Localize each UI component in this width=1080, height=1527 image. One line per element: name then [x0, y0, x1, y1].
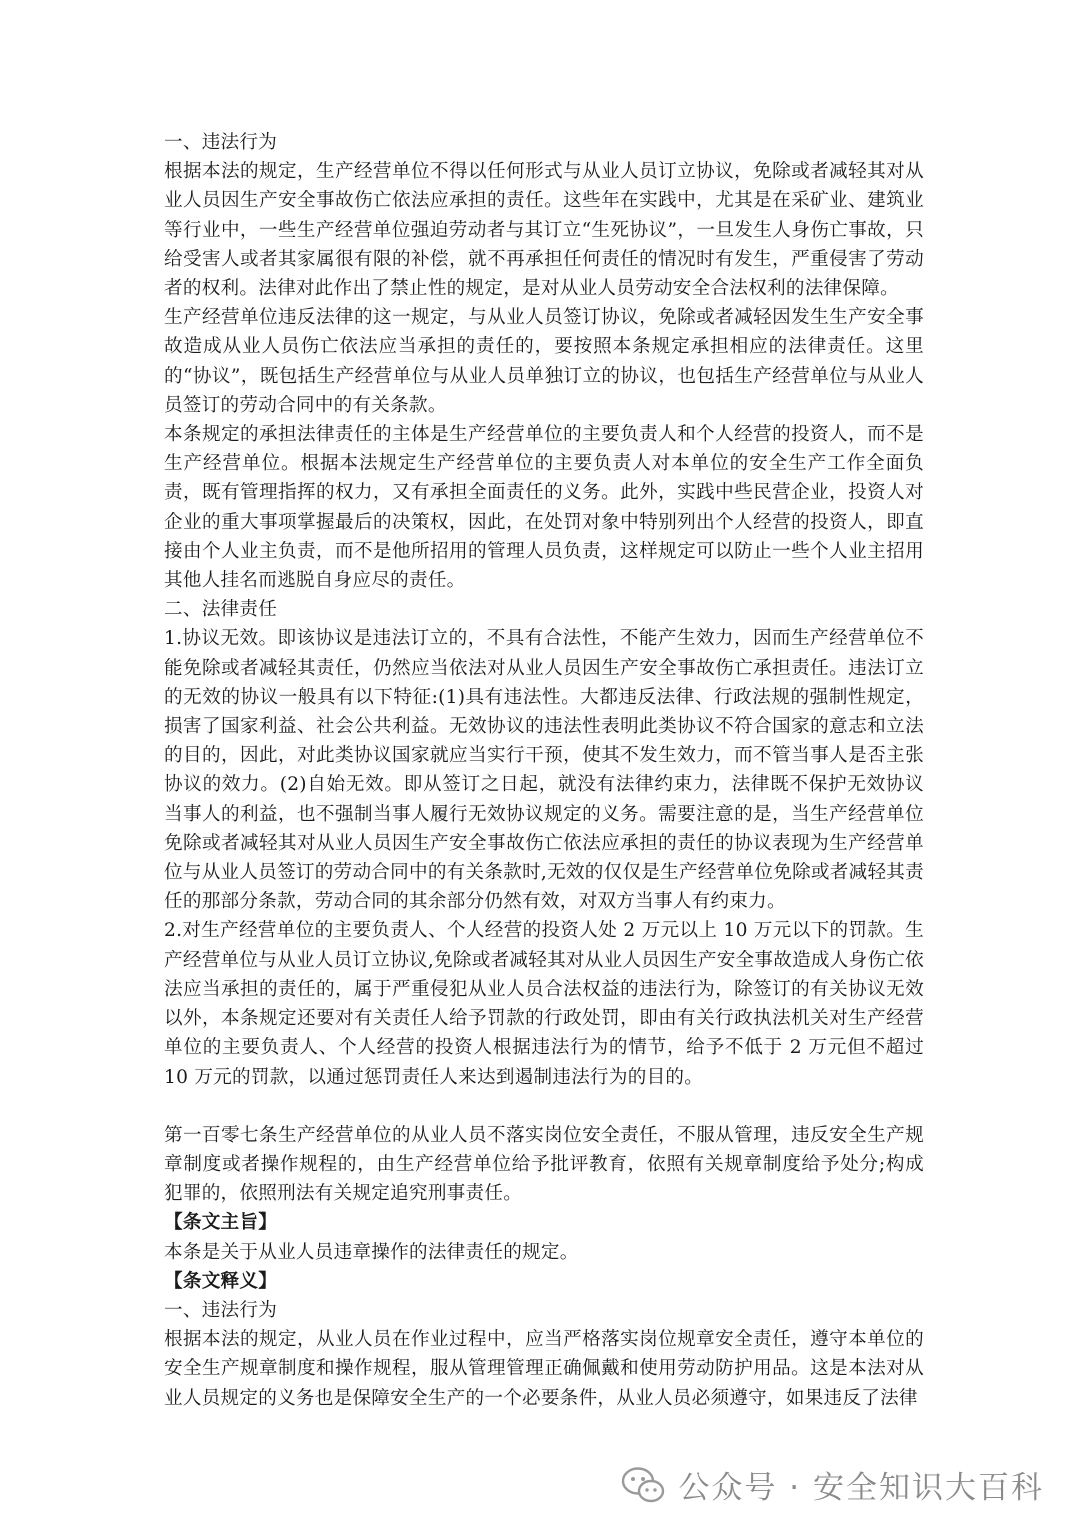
paragraph: 根据本法的规定，从业人员在作业过程中，应当严格落实岗位规章安全责任，遵守本单位的安全生产规章制度和操作规程，服从管理管理正确佩戴和使用劳动防护用品。这是本法对从业人员规定的义务也是保障安全生产的一个必要条件，从业人员必须遵守，如果违反了法律 — [164, 1329, 924, 1409]
bracket-heading: 【条文主旨】 — [164, 1212, 278, 1234]
section-heading: 一、违法行为 — [164, 1299, 278, 1321]
bracket-heading: 【条文释义】 — [164, 1270, 278, 1292]
watermark-text: 公众号 · 安全知识大百科 — [678, 1470, 1044, 1506]
document-body — [164, 128, 924, 1413]
section-gap — [164, 1092, 924, 1121]
paragraph: 本条规定的承担法律责任的主体是生产经营单位的主要负责人和个人经营的投资人，而不是生产经营单位。根据本法规定生产经营单位的主要负责人对本单位的安全生产工作全面负责，既有管理指挥的权力，又有承担全面责任的义务。此外，实践中些民营企业，投资人对企业的重大事项掌握最后的决策权，因此，在处罚对象中特别列出个人经营的投资人，即直接由个人业主负责，而不是他所招用的管理人员负责，这样规定可以防止一些个人业主招用其他人挂名而逃脱自身应尽的责任。 — [164, 424, 924, 592]
paragraph: 根据本法的规定，生产经营单位不得以任何形式与从业人员订立协议，免除或者减轻其对从业人员因生产安全事故伤亡依法应承担的责任。这些年在实践中，尤其是在采矿业、建筑业等行业中，一些生产经营单位强迫劳动者与其订立“生死协议”，一旦发生人身伤亡事故，只给受害人或者其家属很有限的补偿，就不再承担任何责任的情况时有发生，严重侵害了劳动者的权利。法律对此作出了禁止性的规定，是对从业人员劳动安全合法权利的法律保障。 — [164, 161, 924, 300]
paragraph: 本条是关于从业人员违章操作的法律责任的规定。 — [164, 1241, 579, 1263]
paragraph: 2.对生产经营单位的主要负责人、个人经营的投资人处 2 万元以上 10 万元以下的罚款。生产经营单位与从业人员订立协议,免除或者减轻其对从业人员因生产安全事故造成人身伤亡依法应当承担的责任的，属于严重侵犯从业人员合法权益的违法行为，除签订的有关协议无效以外，本条规定还要对有关责任人给予罚款的行政处罚，即由有关行政执法机关对生产经营单位的主要负责人、个人经营的投资人根据违法行为的情节，给予不低于 2 万元但不超过 10 万元的罚款，以通过惩罚责任人来达到遏制违法行为的目的。 — [164, 920, 924, 1088]
watermark — [620, 1462, 1044, 1507]
wechat-icon — [620, 1465, 666, 1505]
section-heading: 二、法律责任 — [164, 599, 278, 621]
paragraph: 第一百零七条生产经营单位的从业人员不落实岗位安全责任，不服从管理，违反安全生产规章制度或者操作规程的，由生产经营单位给予批评教育，依照有关规章制度给予处分;构成犯罪的，依照刑法有关规定追究刑事责任。 — [164, 1124, 924, 1205]
paragraph: 生产经营单位违反法律的这一规定，与从业人员签订协议，免除或者减轻因发生生产安全事故造成从业人员伤亡依法应当承担的责任的，要按照本条规定承担相应的法律责任。这里的“协议”，既包括生产经营单位与从业人员单独订立的协议，也包括生产经营单位与从业人员签订的劳动合同中的有关条款。 — [164, 307, 924, 416]
paragraph: 1.协议无效。即该协议是违法订立的，不具有合法性，不能产生效力，因而生产经营单位不能免除或者减轻其责任，仍然应当依法对从业人员因生产安全事故伤亡承担责任。违法订立的无效的协议一般具有以下特征:(1)具有违法性。大都违反法律、行政法规的强制性规定，损害了国家利益、社会公共利益。无效协议的违法性表明此类协议不符合国家的意志和立法的目的，因此，对此类协议国家就应当实行干预，使其不发生效力，而不管当事人是否主张协议的效力。(2)自始无效。即从签订之日起，就没有法律约束力，法律既不保护无效协议当事人的利益，也不强制当事人履行无效协议规定的义务。需要注意的是，当生产经营单位免除或者减轻其对从业人员因生产安全事故伤亡依法应承担的责任的协议表现为生产经营单位与从业人员签订的劳动合同中的有关条款时,无效的仅仅是生产经营单位免除或者减轻其责任的那部分条款，劳动合同的其余部分仍然有效，对双方当事人有约束力。 — [164, 628, 924, 913]
section-heading: 一、违法行为 — [164, 132, 278, 153]
